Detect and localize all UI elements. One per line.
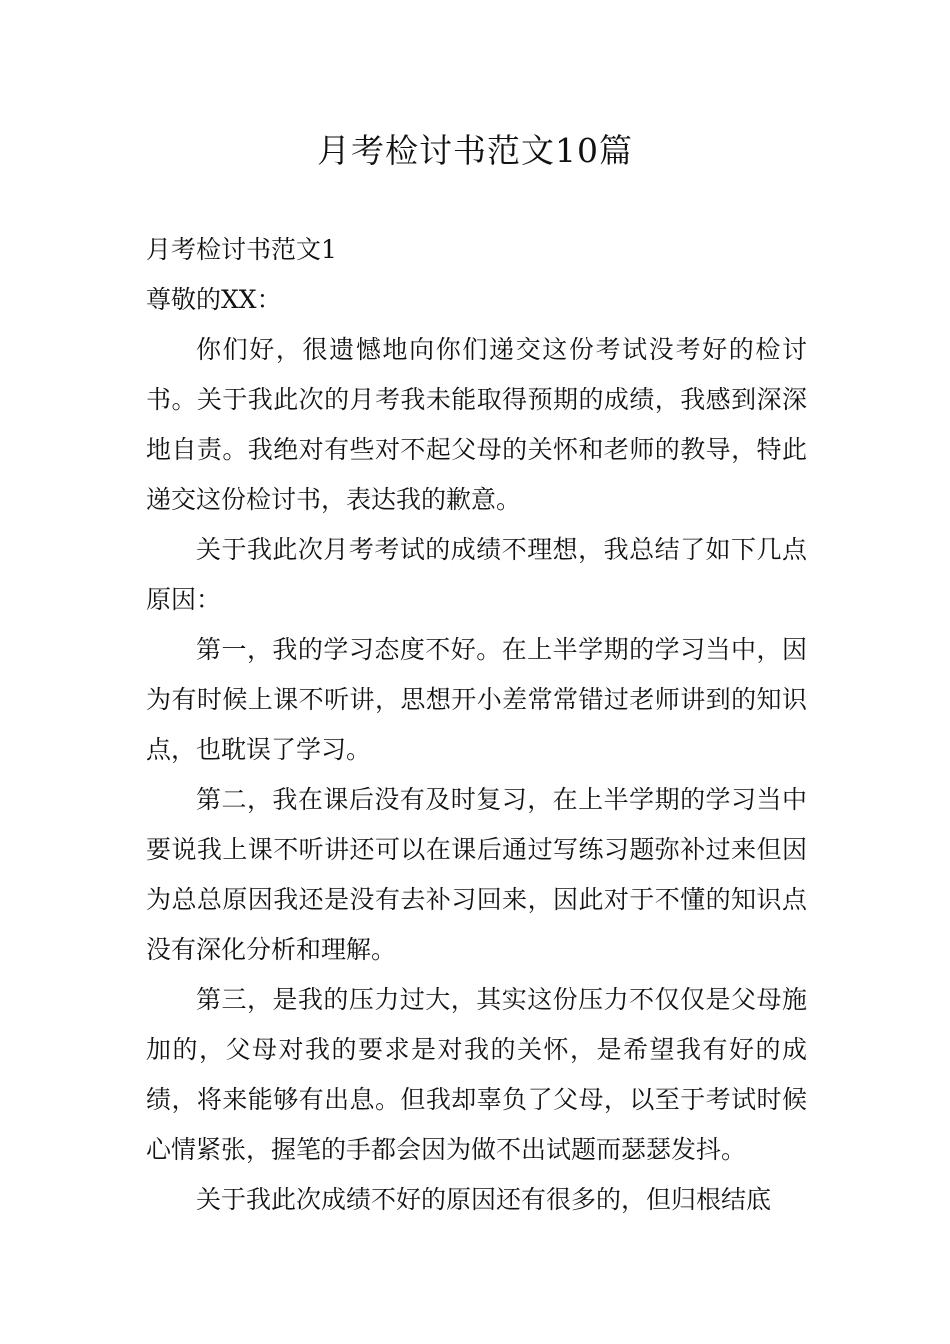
paragraph-5: 第三，是我的压力过大，其实这份压力不仅仅是父母施加的，父母对我的要求是对我的关怀，是希望我有好的成绩，将来能够有出息。但我却辜负了父母，以至于考试时候心情紧张，握笔的手都会因为做不出试题而瑟瑟发抖。 — [146, 985, 807, 1164]
paragraph-1: 你们好，很遗憾地向你们递交这份考试没考好的检讨书。关于我此次的月考我未能取得预期的成绩，我感到深深地自责。我绝对有些对不起父母的关怀和老师的教导，特此递交这份检讨书，表达我的歉意。 — [146, 335, 807, 514]
document-body — [146, 225, 807, 1223]
paragraph-4: 第二，我在课后没有及时复习，在上半学期的学习当中要说我上课不听讲还可以在课后通过写练习题弥补过来但因为总总原因我还是没有去补习回来，因此对于不懂的知识点没有深化分析和理解。 — [146, 785, 807, 964]
paragraph-3: 第一，我的学习态度不好。在上半学期的学习当中，因为有时候上课不听讲，思想开小差常常错过老师讲到的知识点，也耽误了学习。 — [146, 635, 807, 764]
paragraph-6: 关于我此次成绩不好的原因还有很多的，但归根结底 — [196, 1185, 772, 1214]
salutation: 尊敬的XX： — [146, 285, 282, 314]
paragraph-2: 关于我此次月考考试的成绩不理想，我总结了如下几点原因： — [146, 535, 807, 614]
section-heading: 月考检讨书范文1 — [146, 235, 337, 264]
document-title: 月考检讨书范文10篇 — [317, 131, 633, 170]
